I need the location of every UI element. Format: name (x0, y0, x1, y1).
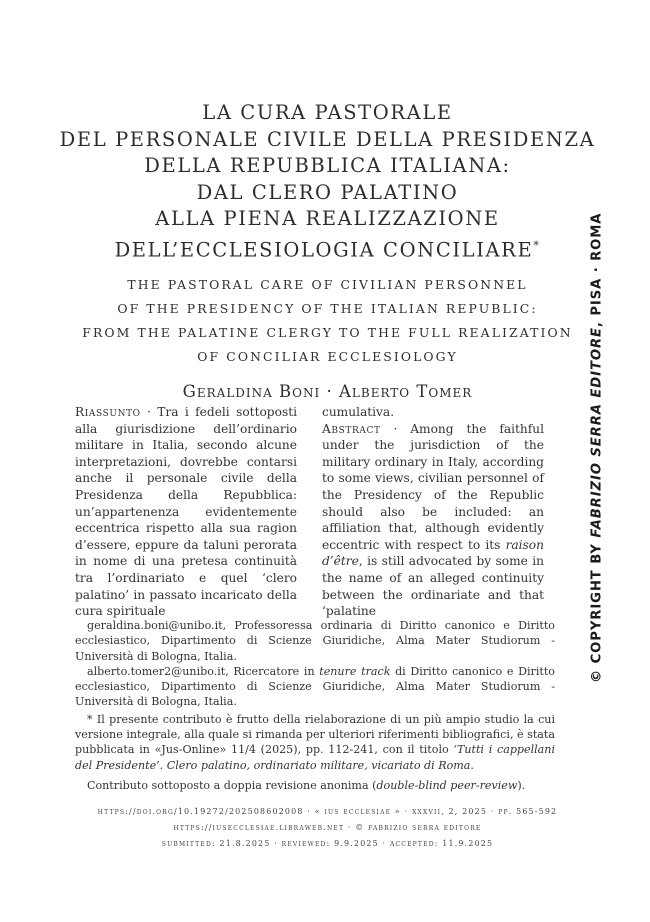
footnote-review (75, 778, 555, 793)
email-link[interactable]: geraldina.boni@unibo.it (87, 619, 223, 632)
footnote-text: . (470, 758, 474, 772)
footnotes (75, 618, 555, 793)
footnote-italic: double-blind peer-review (376, 778, 518, 792)
italian-title-line: DELLA REPUBBLICA ITALIANA: (144, 154, 511, 178)
footnote-text: Il presente contributo è frutto della rielaborazione di un più ampio studio la cui versione integrale, alla quale si rimanda per ulteriori riferimenti bibliografici, è stata pubblicata in «Jus-Online» 11/4 (2025), pp. 112-241, con il titolo (75, 712, 555, 757)
abstract-label: Abstract (322, 421, 381, 436)
publication-info (40, 804, 615, 853)
dates-line: submitted: 21.8.2025 · reviewed: 9.9.2025 · accepted: 11.9.2025 (161, 839, 494, 849)
abstract-english (322, 404, 544, 620)
footnote-text: ). (517, 778, 526, 792)
copyright-notice (590, 213, 605, 683)
affiliation-text: di Diritto canonico e Diritto ecclesiastico, Dipartimento di Scienze Giuridiche, Alma Mater Studiorum - Università di Bologna, Italia. (75, 664, 555, 709)
author-name: Alberto Tomer (339, 382, 473, 402)
abstract-label: Riassunto (75, 405, 141, 419)
italian-title-line: DEL PERSONALE CIVILE DELLA PRESIDENZA (59, 127, 596, 151)
star-marker: * (87, 712, 93, 726)
abstract-english-body (322, 421, 544, 620)
italian-title-line (40, 233, 615, 264)
article-header (40, 100, 615, 401)
italian-title-line: LA CURA PASTORALE (202, 101, 453, 124)
affiliation-text: , Ricercatore in (225, 664, 320, 678)
copyright-sidebar (588, 212, 606, 683)
website-line[interactable]: https://iusecclesiae.libraweb.net · © fabrizio serra editore (173, 823, 482, 833)
copyright-publisher: FABRIZIO SERRA EDITORE (589, 327, 605, 538)
italian-title-last: DELL’ECCLESIOLOGIA CONCILIARE (114, 238, 534, 262)
author-line (40, 382, 615, 401)
abstract-text: Tra i fedeli sottoposti alla giurisdizione dell’ordinario militare in Italia, secondo alcune interpretazioni, dovrebbe contarsi anche il personale civile della Presidenza della Repubblica: un’appartenenza evidentemente eccentrica rispetto alla sua ragion d’essere, eppure da taluni perorata in nome di una pretesa continuità tra l’ordinariato e quel ‘clero palatino’ in passato incaricato della cura spirituale (75, 405, 297, 619)
footnote-italic-title: ‘Tutti i cappellani del Presidente’. Clero palatino, ordinariato militare, vicariato di Roma (75, 743, 555, 772)
footnote-star-marker[interactable]: * (533, 238, 541, 252)
english-title-line: THE PASTORAL CARE OF CIVILIAN PERSONNEL (127, 277, 528, 293)
label-separator: · (140, 405, 158, 419)
abstract-text: , is still advocated by some in the name of an alleged continuity between the ordinariate and that ‘palatine (322, 554, 544, 619)
italian-title (40, 100, 615, 264)
author-name: Geraldina Boni (182, 382, 321, 402)
english-title-line: FROM THE PALATINE CLERGY TO THE FULL REALIZATION (82, 325, 573, 341)
english-title-line: OF CONCILIAR ECCLESIOLOGY (197, 349, 458, 365)
label-separator: · (380, 421, 411, 436)
footnote-author-boni (75, 618, 555, 664)
abstract-italian (75, 404, 297, 620)
footnote-author-tomer (75, 664, 555, 710)
italian-title-line: DAL CLERO PALATINO (196, 180, 459, 204)
footnote-star (75, 712, 555, 773)
italian-title-line: ALLA PIENA REALIZZAZIONE (155, 207, 500, 231)
abstract-italic-term: raison d’être (322, 537, 544, 569)
abstract-text: Among the faithful under the jurisdiction of the military ordinary in Italy, according to some views, civilian personnel of the Presidency of the Republic should also be included: an affiliation that, although evidently eccentric with respect to its (322, 421, 545, 552)
english-title-line: OF THE PRESIDENCY OF THE ITALIAN REPUBLIC: (117, 301, 538, 317)
copyright-text: , PISA · ROMA (589, 212, 605, 328)
abstract-continuation: cumulativa. (322, 405, 395, 419)
email-link[interactable]: alberto.tomer2@unibo.it (87, 664, 226, 678)
doi-line[interactable]: https://doi.org/10.19272/202508602008 · « ius ecclesiae » · xxxvii, 2, 2025 · pp. 565-592 (97, 807, 558, 816)
footnote-text: Contributo sottoposto a doppia revisione anonima ( (87, 778, 377, 792)
author-separator: · (320, 382, 340, 402)
affiliation-italic: tenure track (319, 664, 391, 678)
affiliation-text: , Professoressa ordinaria di Diritto canonico e Diritto ecclesiastico, Dipartimento di Scienze Giuridiche, Alma Mater Studiorum - Università di Bologna, Italia. (75, 619, 555, 663)
english-title (40, 273, 615, 369)
copyright-text: © COPYRIGHT BY (589, 537, 605, 683)
